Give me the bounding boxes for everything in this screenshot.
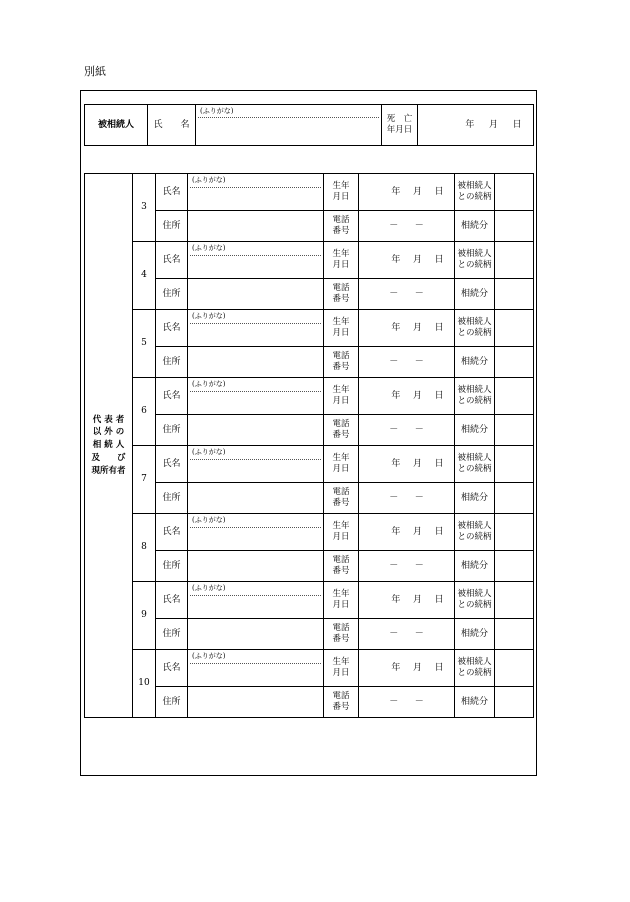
relation-label-2: との続柄 bbox=[457, 600, 492, 610]
birth-date-field[interactable] bbox=[359, 446, 455, 483]
date-day: 日 bbox=[434, 390, 444, 401]
furigana-label: (ふりがな) bbox=[200, 107, 234, 115]
share-label: 相続分 bbox=[455, 347, 495, 378]
relation-label bbox=[455, 242, 495, 279]
share-label: 相続分 bbox=[455, 551, 495, 582]
heir-number: 9 bbox=[133, 582, 156, 650]
heir-name-field[interactable] bbox=[188, 174, 324, 211]
date-day: 日 bbox=[434, 186, 444, 197]
share-field[interactable] bbox=[495, 483, 534, 514]
address-field[interactable] bbox=[188, 279, 324, 310]
side-header-line: 及 び bbox=[91, 452, 126, 463]
share-field[interactable] bbox=[495, 279, 534, 310]
share-field[interactable] bbox=[495, 687, 534, 718]
birth-label-2: 月日 bbox=[332, 396, 350, 406]
date-month: 月 bbox=[412, 594, 422, 605]
phone-label-2: 番号 bbox=[332, 226, 350, 236]
heir-name-field[interactable] bbox=[188, 378, 324, 415]
birth-date-field[interactable] bbox=[359, 242, 455, 279]
address-field[interactable] bbox=[188, 347, 324, 378]
heir-name-row bbox=[85, 582, 534, 619]
birth-label-2: 月日 bbox=[332, 668, 350, 678]
phone-dash: － bbox=[414, 220, 424, 231]
furigana-label: (ふりがな) bbox=[192, 312, 226, 320]
heirs-table bbox=[84, 173, 534, 718]
phone-field[interactable] bbox=[359, 619, 455, 650]
birth-date-label bbox=[324, 514, 359, 551]
furigana-line bbox=[190, 459, 321, 460]
phone-dash: － bbox=[414, 356, 424, 367]
phone-label-2: 番号 bbox=[332, 294, 350, 304]
relation-label bbox=[455, 582, 495, 619]
phone-label-1: 電話 bbox=[332, 690, 350, 701]
heir-number: 7 bbox=[133, 446, 156, 514]
phone-label bbox=[324, 211, 359, 242]
heir-name-row bbox=[85, 310, 534, 347]
date-year: 年 bbox=[391, 186, 401, 197]
furigana-line bbox=[190, 595, 321, 596]
phone-label bbox=[324, 619, 359, 650]
relation-label-1: 被相続人 bbox=[457, 180, 492, 191]
date-day: 日 bbox=[434, 594, 444, 605]
relation-field[interactable] bbox=[495, 650, 534, 687]
phone-field[interactable] bbox=[359, 279, 455, 310]
heir-name-label: 氏名 bbox=[156, 446, 188, 483]
phone-label-1: 電話 bbox=[332, 350, 350, 361]
phone-dash: － bbox=[389, 628, 399, 639]
furigana-line bbox=[190, 255, 321, 256]
address-field[interactable] bbox=[188, 551, 324, 582]
birth-date-field[interactable] bbox=[359, 310, 455, 347]
date-year: 年 bbox=[391, 662, 401, 673]
date-month: 月 bbox=[412, 186, 422, 197]
share-label: 相続分 bbox=[455, 415, 495, 446]
relation-label-2: との続柄 bbox=[457, 532, 492, 542]
relation-field[interactable] bbox=[495, 310, 534, 347]
birth-label-1: 生年 bbox=[332, 316, 350, 327]
relation-label-2: との続柄 bbox=[457, 192, 492, 202]
birth-label-2: 月日 bbox=[332, 328, 350, 338]
date-month: 月 bbox=[412, 254, 422, 265]
address-label: 住所 bbox=[156, 687, 188, 718]
furigana-label: (ふりがな) bbox=[192, 380, 226, 388]
phone-label-1: 電話 bbox=[332, 554, 350, 565]
relation-label bbox=[455, 514, 495, 551]
side-header-line: 代 表 者 bbox=[92, 414, 125, 425]
heir-name-row bbox=[85, 650, 534, 687]
relation-field[interactable] bbox=[495, 242, 534, 279]
phone-dash: － bbox=[389, 356, 399, 367]
date-month: 月 bbox=[412, 526, 422, 537]
birth-label-1: 生年 bbox=[332, 588, 350, 599]
heir-name-field[interactable] bbox=[188, 650, 324, 687]
relation-field[interactable] bbox=[495, 378, 534, 415]
death-label-1: 死 亡 bbox=[386, 113, 413, 124]
relation-field[interactable] bbox=[495, 582, 534, 619]
date-day: 日 bbox=[434, 662, 444, 673]
date-month: 月 bbox=[412, 662, 422, 673]
heir-name-label: 氏名 bbox=[156, 650, 188, 687]
phone-dash: － bbox=[389, 560, 399, 571]
phone-dash: － bbox=[389, 288, 399, 299]
death-label-2: 年月日 bbox=[386, 125, 413, 135]
furigana-label: (ふりがな) bbox=[192, 584, 226, 592]
phone-dash: － bbox=[389, 696, 399, 707]
phone-label-1: 電話 bbox=[332, 418, 350, 429]
birth-date-field[interactable] bbox=[359, 582, 455, 619]
phone-dash: － bbox=[414, 628, 424, 639]
name-label-1: 氏 bbox=[153, 119, 163, 130]
share-field[interactable] bbox=[495, 415, 534, 446]
heir-name-label: 氏名 bbox=[156, 582, 188, 619]
phone-dash: － bbox=[414, 492, 424, 503]
death-date-field[interactable] bbox=[418, 105, 534, 146]
birth-date-label bbox=[324, 446, 359, 483]
address-field[interactable] bbox=[188, 687, 324, 718]
side-header-line: 現所有者 bbox=[91, 465, 126, 476]
birth-label-2: 月日 bbox=[332, 192, 350, 202]
birth-date-label bbox=[324, 378, 359, 415]
share-field[interactable] bbox=[495, 347, 534, 378]
phone-label bbox=[324, 415, 359, 446]
relation-field[interactable] bbox=[495, 514, 534, 551]
address-label: 住所 bbox=[156, 279, 188, 310]
share-field[interactable] bbox=[495, 619, 534, 650]
phone-field[interactable] bbox=[359, 347, 455, 378]
death-date-label bbox=[382, 105, 418, 146]
heir-name-field[interactable] bbox=[188, 242, 324, 279]
form-frame bbox=[80, 90, 537, 776]
phone-label bbox=[324, 687, 359, 718]
relation-label-2: との続柄 bbox=[457, 328, 492, 338]
address-field[interactable] bbox=[188, 211, 324, 242]
date-year: 年 bbox=[391, 458, 401, 469]
birth-label-1: 生年 bbox=[332, 452, 350, 463]
relation-label-1: 被相続人 bbox=[457, 316, 492, 327]
heir-name-row bbox=[85, 378, 534, 415]
birth-label-2: 月日 bbox=[332, 464, 350, 474]
birth-date-label bbox=[324, 310, 359, 347]
date-year: 年 bbox=[391, 254, 401, 265]
birth-date-label bbox=[324, 242, 359, 279]
address-field[interactable] bbox=[188, 619, 324, 650]
relation-label-2: との続柄 bbox=[457, 464, 492, 474]
heir-number: 10 bbox=[133, 650, 156, 718]
heir-name-row bbox=[85, 514, 534, 551]
phone-field[interactable] bbox=[359, 415, 455, 446]
heir-name-label: 氏名 bbox=[156, 378, 188, 415]
birth-label-1: 生年 bbox=[332, 656, 350, 667]
share-field[interactable] bbox=[495, 211, 534, 242]
date-day: 日 bbox=[512, 119, 522, 130]
heir-name-label: 氏名 bbox=[156, 514, 188, 551]
heir-name-label: 氏名 bbox=[156, 174, 188, 211]
date-year: 年 bbox=[391, 322, 401, 333]
phone-label bbox=[324, 483, 359, 514]
furigana-label: (ふりがな) bbox=[192, 652, 226, 660]
date-year: 年 bbox=[465, 119, 475, 130]
phone-dash: － bbox=[389, 424, 399, 435]
furigana-line bbox=[190, 527, 321, 528]
deceased-label: 被相続人 bbox=[85, 105, 148, 146]
relation-label bbox=[455, 310, 495, 347]
relation-label-1: 被相続人 bbox=[457, 656, 492, 667]
heir-name-field[interactable] bbox=[188, 446, 324, 483]
share-label: 相続分 bbox=[455, 211, 495, 242]
relation-field[interactable] bbox=[495, 174, 534, 211]
deceased-table bbox=[84, 104, 534, 146]
furigana-label: (ふりがな) bbox=[192, 516, 226, 524]
address-label: 住所 bbox=[156, 483, 188, 514]
address-label: 住所 bbox=[156, 347, 188, 378]
birth-label-1: 生年 bbox=[332, 180, 350, 191]
deceased-name-field[interactable] bbox=[196, 105, 382, 146]
birth-label-2: 月日 bbox=[332, 260, 350, 270]
date-day: 日 bbox=[434, 322, 444, 333]
share-label: 相続分 bbox=[455, 279, 495, 310]
phone-label-1: 電話 bbox=[332, 282, 350, 293]
relation-label-1: 被相続人 bbox=[457, 384, 492, 395]
heir-name-label: 氏名 bbox=[156, 242, 188, 279]
address-field[interactable] bbox=[188, 483, 324, 514]
heir-number: 8 bbox=[133, 514, 156, 582]
furigana-line bbox=[190, 391, 321, 392]
name-label-2: 名 bbox=[180, 119, 190, 130]
share-field[interactable] bbox=[495, 551, 534, 582]
phone-label-2: 番号 bbox=[332, 430, 350, 440]
phone-label-1: 電話 bbox=[332, 214, 350, 225]
heir-name-row bbox=[85, 242, 534, 279]
deceased-name-label bbox=[148, 105, 196, 146]
date-month: 月 bbox=[412, 322, 422, 333]
birth-date-field[interactable] bbox=[359, 514, 455, 551]
birth-date-field[interactable] bbox=[359, 650, 455, 687]
relation-field[interactable] bbox=[495, 446, 534, 483]
phone-field[interactable] bbox=[359, 687, 455, 718]
phone-label bbox=[324, 551, 359, 582]
furigana-label: (ふりがな) bbox=[192, 176, 226, 184]
phone-dash: － bbox=[414, 424, 424, 435]
side-header bbox=[85, 174, 133, 718]
heir-number: 4 bbox=[133, 242, 156, 310]
heir-number: 6 bbox=[133, 378, 156, 446]
heir-name-field[interactable] bbox=[188, 514, 324, 551]
relation-label-2: との続柄 bbox=[457, 396, 492, 406]
phone-field[interactable] bbox=[359, 551, 455, 582]
relation-label bbox=[455, 378, 495, 415]
date-year: 年 bbox=[391, 390, 401, 401]
phone-field[interactable] bbox=[359, 483, 455, 514]
phone-label bbox=[324, 347, 359, 378]
phone-label-2: 番号 bbox=[332, 702, 350, 712]
relation-label-1: 被相続人 bbox=[457, 588, 492, 599]
heir-name-row bbox=[85, 174, 534, 211]
address-label: 住所 bbox=[156, 415, 188, 446]
heir-name-row bbox=[85, 446, 534, 483]
birth-date-field[interactable] bbox=[359, 174, 455, 211]
birth-label-1: 生年 bbox=[332, 520, 350, 531]
birth-date-label bbox=[324, 174, 359, 211]
share-label: 相続分 bbox=[455, 687, 495, 718]
relation-label-1: 被相続人 bbox=[457, 520, 492, 531]
furigana-label: (ふりがな) bbox=[192, 448, 226, 456]
birth-date-label bbox=[324, 650, 359, 687]
phone-field[interactable] bbox=[359, 211, 455, 242]
date-month: 月 bbox=[488, 119, 498, 130]
heir-name-label: 氏名 bbox=[156, 310, 188, 347]
relation-label bbox=[455, 174, 495, 211]
heir-name-field[interactable] bbox=[188, 310, 324, 347]
date-year: 年 bbox=[391, 594, 401, 605]
share-label: 相続分 bbox=[455, 619, 495, 650]
furigana-line bbox=[190, 187, 321, 188]
date-day: 日 bbox=[434, 254, 444, 265]
relation-label-2: との続柄 bbox=[457, 260, 492, 270]
page-label: 別紙 bbox=[84, 65, 106, 78]
relation-label-2: との続柄 bbox=[457, 668, 492, 678]
phone-dash: － bbox=[389, 220, 399, 231]
birth-label-2: 月日 bbox=[332, 532, 350, 542]
phone-label-1: 電話 bbox=[332, 486, 350, 497]
birth-label-1: 生年 bbox=[332, 384, 350, 395]
birth-label-2: 月日 bbox=[332, 600, 350, 610]
share-label: 相続分 bbox=[455, 483, 495, 514]
phone-dash: － bbox=[389, 492, 399, 503]
phone-dash: － bbox=[414, 696, 424, 707]
heir-name-field[interactable] bbox=[188, 582, 324, 619]
phone-label-2: 番号 bbox=[332, 634, 350, 644]
phone-dash: － bbox=[414, 288, 424, 299]
side-header-line: 以 外 の bbox=[92, 427, 125, 438]
phone-label-1: 電話 bbox=[332, 622, 350, 633]
address-label: 住所 bbox=[156, 619, 188, 650]
furigana-line bbox=[198, 117, 379, 118]
phone-label-2: 番号 bbox=[332, 498, 350, 508]
relation-label bbox=[455, 446, 495, 483]
heir-number: 3 bbox=[133, 174, 156, 242]
address-field[interactable] bbox=[188, 415, 324, 446]
phone-label-2: 番号 bbox=[332, 566, 350, 576]
address-label: 住所 bbox=[156, 551, 188, 582]
side-header-line: 相 続 人 bbox=[92, 440, 125, 451]
date-month: 月 bbox=[412, 458, 422, 469]
birth-date-field[interactable] bbox=[359, 378, 455, 415]
birth-date-label bbox=[324, 582, 359, 619]
furigana-line bbox=[190, 323, 321, 324]
birth-label-1: 生年 bbox=[332, 248, 350, 259]
relation-label-1: 被相続人 bbox=[457, 248, 492, 259]
date-day: 日 bbox=[434, 526, 444, 537]
furigana-label: (ふりがな) bbox=[192, 244, 226, 252]
heir-number: 5 bbox=[133, 310, 156, 378]
furigana-line bbox=[190, 663, 321, 664]
date-day: 日 bbox=[434, 458, 444, 469]
phone-dash: － bbox=[414, 560, 424, 571]
address-label: 住所 bbox=[156, 211, 188, 242]
date-month: 月 bbox=[412, 390, 422, 401]
phone-label-2: 番号 bbox=[332, 362, 350, 372]
relation-label-1: 被相続人 bbox=[457, 452, 492, 463]
phone-label bbox=[324, 279, 359, 310]
date-year: 年 bbox=[391, 526, 401, 537]
relation-label bbox=[455, 650, 495, 687]
